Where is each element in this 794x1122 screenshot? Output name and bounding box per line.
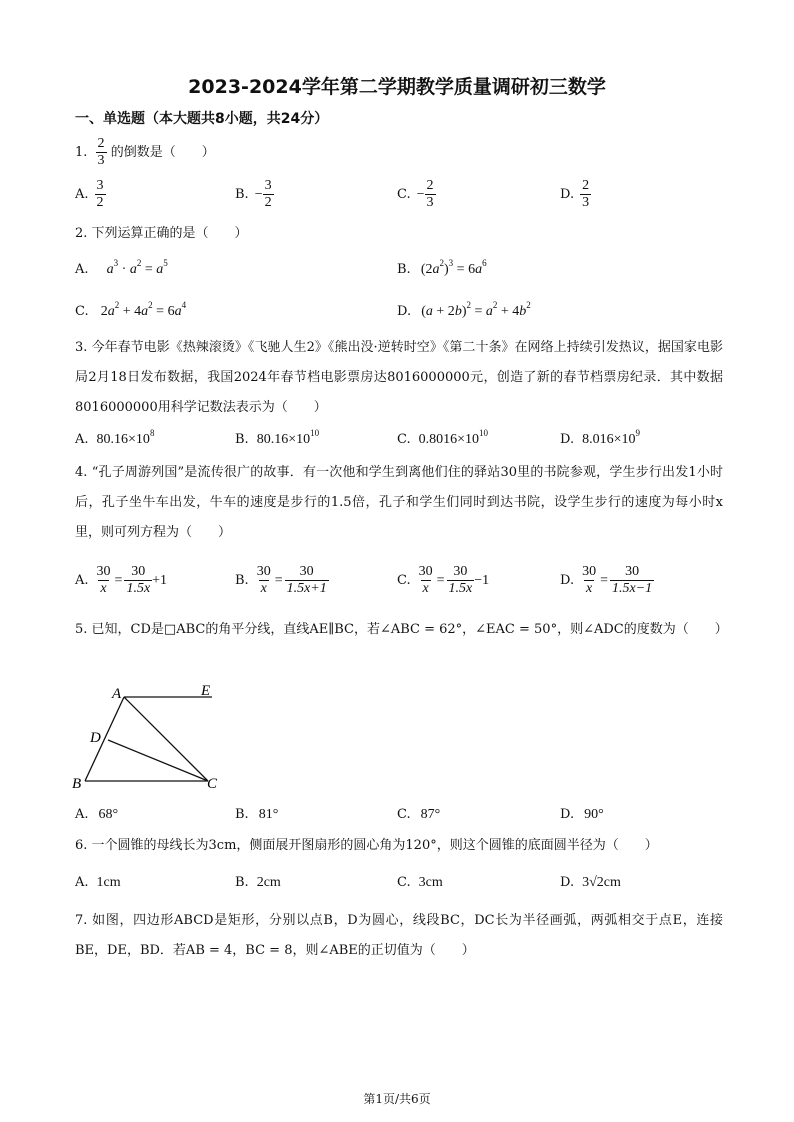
option-value: 2cm [256, 875, 281, 890]
q6-option [560, 873, 621, 893]
option-label: B. [235, 875, 249, 890]
frac-num: 30 [299, 564, 314, 579]
sci-base: 80.16×10 [96, 432, 150, 447]
frac-num: 30 [418, 564, 433, 579]
q2-option-d: D. $(a + 2b)^2 = a^2 + 4b^2$ [397, 300, 531, 319]
q4-option [560, 564, 654, 597]
q5-option [75, 805, 118, 825]
fraction [417, 564, 435, 597]
page-footer: 第1页/共6页 [363, 1092, 431, 1106]
option-label: A. [75, 262, 89, 277]
sci-base: 80.16×10 [256, 432, 311, 447]
sci-exponent: 10 [310, 428, 320, 438]
q1-stem: 的倒数是（ ） [110, 145, 215, 160]
option-value: 81° [258, 807, 279, 822]
fraction [255, 564, 273, 597]
frac-num: 30 [582, 564, 597, 579]
frac-num: 2 [426, 178, 434, 193]
option-label: A. [75, 875, 89, 890]
option-label: C. [397, 187, 411, 202]
q5-option [235, 805, 278, 825]
question-7: 7. 如图，四边形ABCD是矩形，分别以点B，D为圆心，线段BC，DC长为半径画弧，两弧相交于点E，连接BE，DE，BD．若AB = 4，BC = 8，则∠ABE的正切值为（ ） [75, 913, 723, 958]
q5-option [397, 805, 440, 825]
frac-num: 2 [582, 178, 590, 193]
sci-exponent: 10 [479, 428, 489, 438]
frac-den: 3 [582, 195, 590, 210]
option-value [582, 428, 640, 447]
equals-sign: = [436, 573, 445, 588]
frac-den: x [422, 581, 429, 596]
frac-den: 2 [264, 195, 272, 210]
sci-exponent: 8 [149, 428, 155, 438]
q3-option [560, 430, 640, 450]
page-title: 2023-2024学年第二学期教学质量调研初三数学 [188, 76, 606, 98]
frac-den: 1.5x [126, 581, 151, 596]
label-B: B [72, 776, 82, 792]
frac-num: 30 [256, 564, 271, 579]
q5-option [560, 805, 604, 825]
q1-option [235, 178, 274, 211]
option-value: 3cm [418, 875, 443, 890]
option-value: 68° [98, 807, 119, 822]
label-C: C [207, 776, 218, 792]
option-label: D. [560, 875, 575, 890]
option-label: B. [397, 262, 411, 277]
q1-option [560, 178, 591, 211]
option-value [96, 428, 155, 447]
q1-frac-den: 3 [97, 153, 105, 168]
frac-den: 1.5x [448, 581, 473, 596]
option-value [418, 428, 489, 447]
q3-option [235, 430, 319, 450]
option-label: B. [235, 187, 249, 202]
option-label: C. [75, 304, 89, 319]
option-label: C. [397, 807, 411, 822]
option-sign: − [416, 187, 425, 202]
option-label: C. [397, 573, 411, 588]
q5-triangle-figure [68, 680, 228, 792]
frac-den: 3 [426, 195, 434, 210]
frac-den: x [260, 581, 267, 596]
fraction [124, 564, 152, 597]
q1-frac-num: 2 [97, 136, 105, 151]
equals-sign: = [114, 573, 123, 588]
frac-den: x [100, 581, 107, 596]
label-D: D [90, 730, 101, 746]
q2-option-c: C. $2a^2 + 4a^2 = 6a^4$ [75, 300, 187, 319]
sci-base: 0.8016×10 [418, 432, 480, 447]
question-1 [75, 136, 215, 169]
option-label: A. [75, 432, 89, 447]
q3-option [75, 430, 154, 450]
q1-option [397, 178, 436, 211]
q4-option [397, 564, 489, 597]
option-label: B. [235, 807, 249, 822]
q3-option [397, 430, 488, 450]
option-label: A. [75, 807, 89, 822]
label-A: A [112, 686, 122, 702]
fraction [425, 178, 436, 211]
q6-option [75, 873, 121, 893]
q6-option [397, 873, 443, 893]
q2-option-a: A. $a^3 \cdot a^2 = a^5$ [75, 258, 168, 277]
section-heading: 一、单选题（本大题共8小题，共24分） [75, 111, 329, 127]
option-label: B. [235, 573, 249, 588]
fraction [95, 564, 113, 597]
q4-option [235, 564, 329, 597]
option-label: D. [560, 807, 575, 822]
fraction [447, 564, 475, 597]
frac-den: 2 [96, 195, 104, 210]
option-label: D. [397, 304, 412, 319]
question-5: 5. 已知，CD是□ABC的角平分线，直线AE∥BC，若∠ABC = 62°，∠EAC = 50°，则∠ADC的度数为（ ） [75, 622, 728, 637]
option-value: 3√2cm [582, 875, 621, 890]
fraction [95, 178, 106, 211]
question-6: 6. 一个圆锥的母线长为3cm，侧面展开图扇形的圆心角为120°，则这个圆锥的底面圆半径为（ ） [75, 838, 658, 853]
label-E: E [201, 683, 211, 699]
option-label: C. [397, 875, 411, 890]
frac-den: 1.5x+1 [286, 581, 327, 596]
frac-num: 3 [264, 178, 272, 193]
option-label: D. [560, 432, 575, 447]
frac-den: x [585, 581, 593, 596]
option-label: A. [75, 187, 89, 202]
option-value: 90° [584, 807, 604, 822]
frac-den: 1.5x−1 [612, 581, 653, 596]
option-label: D. [560, 187, 575, 202]
fraction [580, 178, 591, 211]
frac-num: 3 [96, 178, 104, 193]
fraction [285, 564, 329, 597]
fraction [610, 564, 654, 597]
fraction [263, 178, 274, 211]
option-value: 1cm [96, 875, 121, 890]
option-value: 87° [420, 807, 441, 822]
frac-num: 30 [131, 564, 146, 579]
q4-option [75, 564, 167, 597]
q1-fraction [96, 136, 107, 169]
option-label: D. [560, 573, 575, 588]
option-sign: − [254, 187, 263, 202]
question-3: 3. 今年春节电影《热辣滚烫》《飞驰人生2》《熊出没·逆转时空》《第二十条》在网络上持续引发热议，据国家电影局2月18日发布数据，我国2024年春节档电影票房达8016000000元，创造了新的春节档票房纪录．其中数据8016000000用科学记数法表示为（ ） [75, 340, 723, 415]
equals-sign: = [600, 573, 608, 588]
sci-base: 8.016×10 [582, 432, 636, 447]
frac-num: 30 [625, 564, 640, 579]
option-value [256, 428, 320, 447]
option-label: C. [397, 432, 411, 447]
q1-number: 1. [75, 145, 88, 160]
q1-option [75, 178, 106, 211]
option-label: A. [75, 573, 89, 588]
option-tail: +1 [152, 573, 168, 588]
frac-num: 30 [96, 564, 111, 579]
option-label: B. [235, 432, 249, 447]
sci-exponent: 9 [635, 428, 640, 438]
question-4: 4. “孔子周游列国”是流传很广的故事．有一次他和学生到离他们住的驿站30里的书院参观，学生步行出发1小时后，孔子坐牛车出发，牛车的速度是步行的1.5倍，孔子和学生们同时到达书院，设学生步行的速度为每小时x里，则可列方程为（ ） [75, 465, 723, 540]
option-tail: −1 [474, 573, 490, 588]
question-2: 2. 下列运算正确的是（ ） [75, 226, 248, 241]
fraction [580, 564, 598, 597]
q6-option [235, 873, 281, 893]
equals-sign: = [274, 573, 283, 588]
frac-num: 30 [453, 564, 468, 579]
q2-option-b: B. $(2a^2)^3 = 6a^6$ [397, 258, 487, 277]
